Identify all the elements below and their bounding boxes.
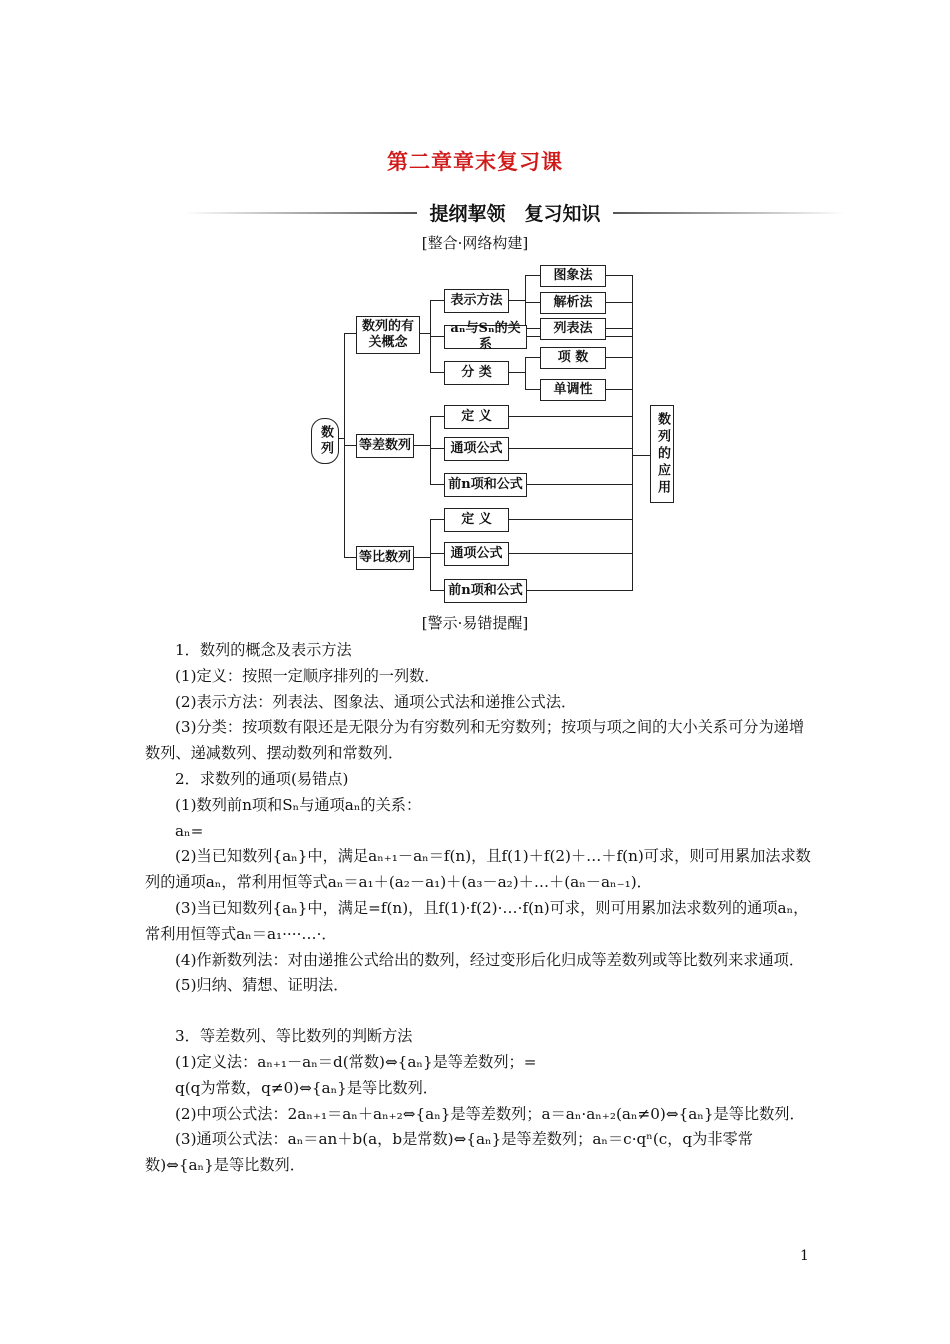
s2-p1: (1)数列前n项和Sₙ与通项aₙ的关系： — [175, 795, 422, 814]
page-number: 1 — [800, 1248, 809, 1264]
box-table: 列表法 — [540, 318, 606, 340]
text-body — [145, 638, 815, 1179]
box-concept: 数列的有关概念 — [356, 316, 420, 354]
concept-diagram — [0, 0, 950, 610]
box-application: 数列的应用 — [650, 405, 674, 503]
box-analytic: 解析法 — [540, 292, 606, 314]
s3-heading: 3．等差数列、等比数列的判断方法 — [175, 1027, 413, 1046]
box-classify: 分 类 — [444, 361, 509, 385]
s2-p2: (2)当已知数列{aₙ}中，满足aₙ₊₁－aₙ＝f(n)，且f(1)＋f(2)＋…＋f(n)可求，则可用累加法求数列的通项aₙ，常利用恒等式aₙ＝a₁＋(a₂－a₁)＋(a₃－a₂)＋…＋(aₙ－aₙ₋₁)． — [145, 847, 811, 892]
box-an-sn: aₙ与Sₙ的关系 — [444, 325, 527, 349]
s1-p3: (3)分类：按项数有限还是无限分为有穷数列和无穷数列；按项与项之间的大小关系可分为递增数列、递减数列、摆动数列和常数列． — [145, 718, 805, 763]
box-items: 项 数 — [540, 347, 606, 369]
box-arith: 等差数列 — [356, 434, 414, 458]
s3-p2: (2)中项公式法：2aₙ₊₁＝aₙ＋aₙ₊₂⇔{aₙ}是等差数列；a＝aₙ·aₙ₊₂(aₙ≠0)⇔{aₙ}是等比数列． — [175, 1104, 805, 1123]
s3-p3: (3)通项公式法：aₙ＝an＋b(a，b是常数)⇔{aₙ}是等差数列；aₙ＝c·qⁿ(c，q为非零常数)⇔{aₙ}是等比数列． — [145, 1130, 753, 1175]
box-arith-def: 定 义 — [444, 405, 509, 429]
box-geo-general: 通项公式 — [444, 542, 509, 566]
box-geo: 等比数列 — [356, 546, 414, 570]
s1-heading: 1．数列的概念及表示方法 — [175, 641, 352, 659]
box-representation: 表示方法 — [444, 289, 509, 313]
s2-p5: (5)归纳、猜想、证明法． — [175, 976, 349, 995]
box-geo-sum: 前n项和公式 — [444, 579, 527, 603]
page-title: 第二章章末复习课 — [387, 149, 563, 174]
section-heading-text: 提纲挈领 复习知识 — [429, 203, 601, 225]
diagram-root: 数列 — [311, 418, 339, 464]
s1-p2: (2)表示方法：列表法、图象法、通项公式法和递推公式法． — [175, 692, 577, 711]
box-monotone: 单调性 — [540, 379, 606, 401]
box-graph: 图象法 — [540, 265, 606, 287]
s2-p3: (3)当已知数列{aₙ}中，满足=f(n)，且f(1)·f(2)·…·f(n)可求，则可用累加法求数列的通项aₙ，常利用恒等式aₙ＝a₁····…·． — [145, 898, 809, 943]
s3-p1b: q(q为常数，q≠0)⇔{aₙ}是等比数列． — [175, 1078, 438, 1097]
subhead-warning: [警示·易错提醒] — [421, 614, 529, 632]
box-arith-sum: 前n项和公式 — [444, 473, 527, 497]
subhead-network: [整合·网络构建] — [421, 234, 529, 252]
s3-p1a: (1)定义法：aₙ₊₁－aₙ＝d(常数)⇔{aₙ}是等差数列；= — [175, 1052, 537, 1071]
s2-heading: 2．求数列的通项(易错点) — [175, 769, 349, 788]
s2-p4: (4)作新数列法：对由递推公式给出的数列，经过变形后化归成等差数列或等比数列来求通项． — [175, 950, 805, 969]
box-arith-general: 通项公式 — [444, 437, 509, 461]
box-geo-def: 定 义 — [444, 508, 509, 532]
s1-p1: (1)定义：按照一定顺序排列的一列数． — [175, 666, 440, 685]
s2-p1b: aₙ= — [175, 821, 204, 840]
